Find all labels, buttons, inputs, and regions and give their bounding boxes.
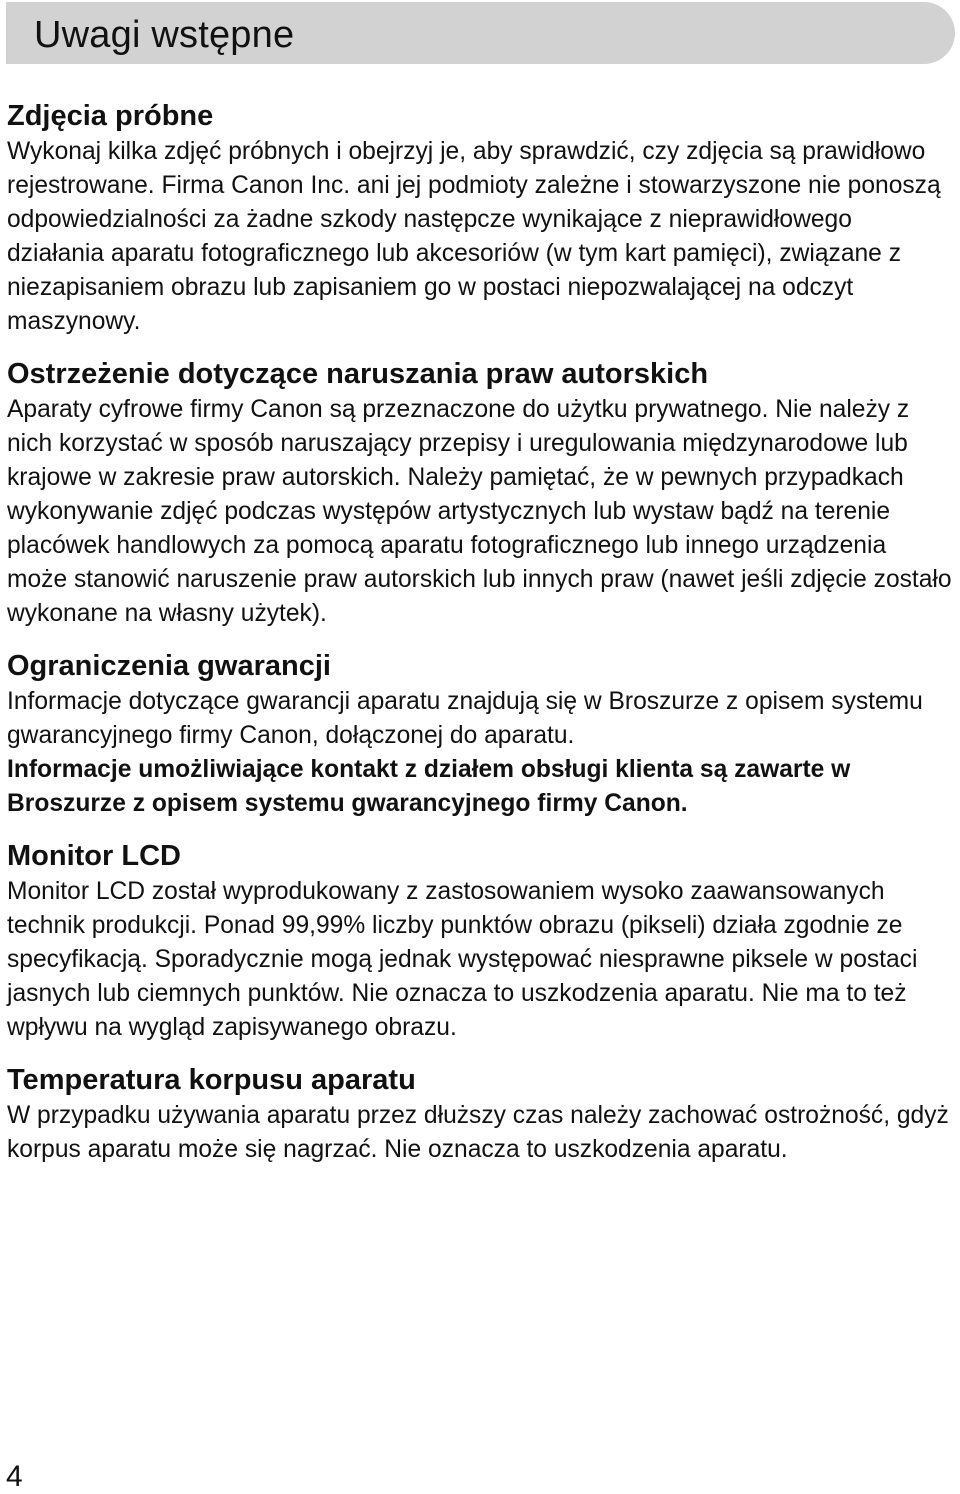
section-body-temperature [7, 1061, 953, 1167]
section-text: W przypadku używania aparatu przez dłuższy czas należy zachować ostrożność, gdyż korpus aparatu może się nagrzać. Nie oznacza to uszkodzenia aparatu. [7, 1102, 949, 1163]
section-heading: Ostrzeżenie dotyczące naruszania praw autorskich [7, 358, 709, 390]
section-sample-photos [7, 97, 953, 339]
section-heading: Temperatura korpusu aparatu [7, 1064, 416, 1096]
section-bold-text: Informacje umożliwiające kontakt z działem obsługi klienta są zawarte w Broszurze z opisem systemu gwarancyjnego firmy Canon. [7, 756, 851, 817]
section-text: Informacje dotyczące gwarancji aparatu znajdują się w Broszurze z opisem systemu gwarancyjnego firmy Canon, dołączonej do aparatu. [7, 688, 923, 749]
section-heading: Monitor LCD [7, 840, 181, 872]
title-bar [6, 2, 955, 64]
section-warranty-limitations [7, 647, 953, 821]
section-text: Monitor LCD został wyprodukowany z zastosowaniem wysoko zaawansowanych technik produkcji. Ponad 99,99% liczby punktów obrazu (pikseli) działa zgodnie ze specyfikacją. Sporadycznie mogą jednak występować niesprawne piksele w postaci jasnych lub ciemnych punktów. Nie oznacza to uszkodzenia aparatu. Nie ma to też wpływu na wygląd zapisywanego obrazu. [7, 878, 918, 1041]
page-number: 4 [6, 1460, 23, 1493]
section-text: Wykonaj kilka zdjęć próbnych i obejrzyj je, aby sprawdzić, czy zdjęcia są prawidłowo rejestrowane. Firma Canon Inc. ani jej podmioty zależne i stowarzyszone nie ponoszą odpowiedzialności za żadne szkody następcze wynikające z nieprawidłowego działania aparatu fotograficznego lub akcesoriów (w tym kart pamięci), związane z niezapisaniem obrazu lub zapisaniem go w postaci niepozwalającej na odczyt maszynowy. [7, 138, 941, 335]
section-heading: Zdjęcia próbne [7, 100, 214, 132]
section-lcd-monitor [7, 837, 953, 1045]
page-title: Uwagi wstępne [34, 14, 295, 56]
section-text: Aparaty cyfrowe firmy Canon są przeznaczone do użytku prywatnego. Nie należy z nich korzystać w sposób naruszający przepisy i uregulowania międzynarodowe lub krajowe w zakresie praw autorskich. Należy pamiętać, że w pewnych przypadkach wykonywanie zdjęć podczas występów artystycznych lub wystaw bądź na terenie placówek handlowych za pomocą aparatu fotograficznego lub innego urządzenia może stanowić naruszenie praw autorskich lub innych praw (nawet jeśli zdjęcie zostało wykonane na własny użytek). [7, 396, 952, 627]
section-copyright-warning [7, 355, 953, 631]
content [7, 97, 953, 1167]
section-heading: Ograniczenia gwarancji [7, 650, 331, 682]
